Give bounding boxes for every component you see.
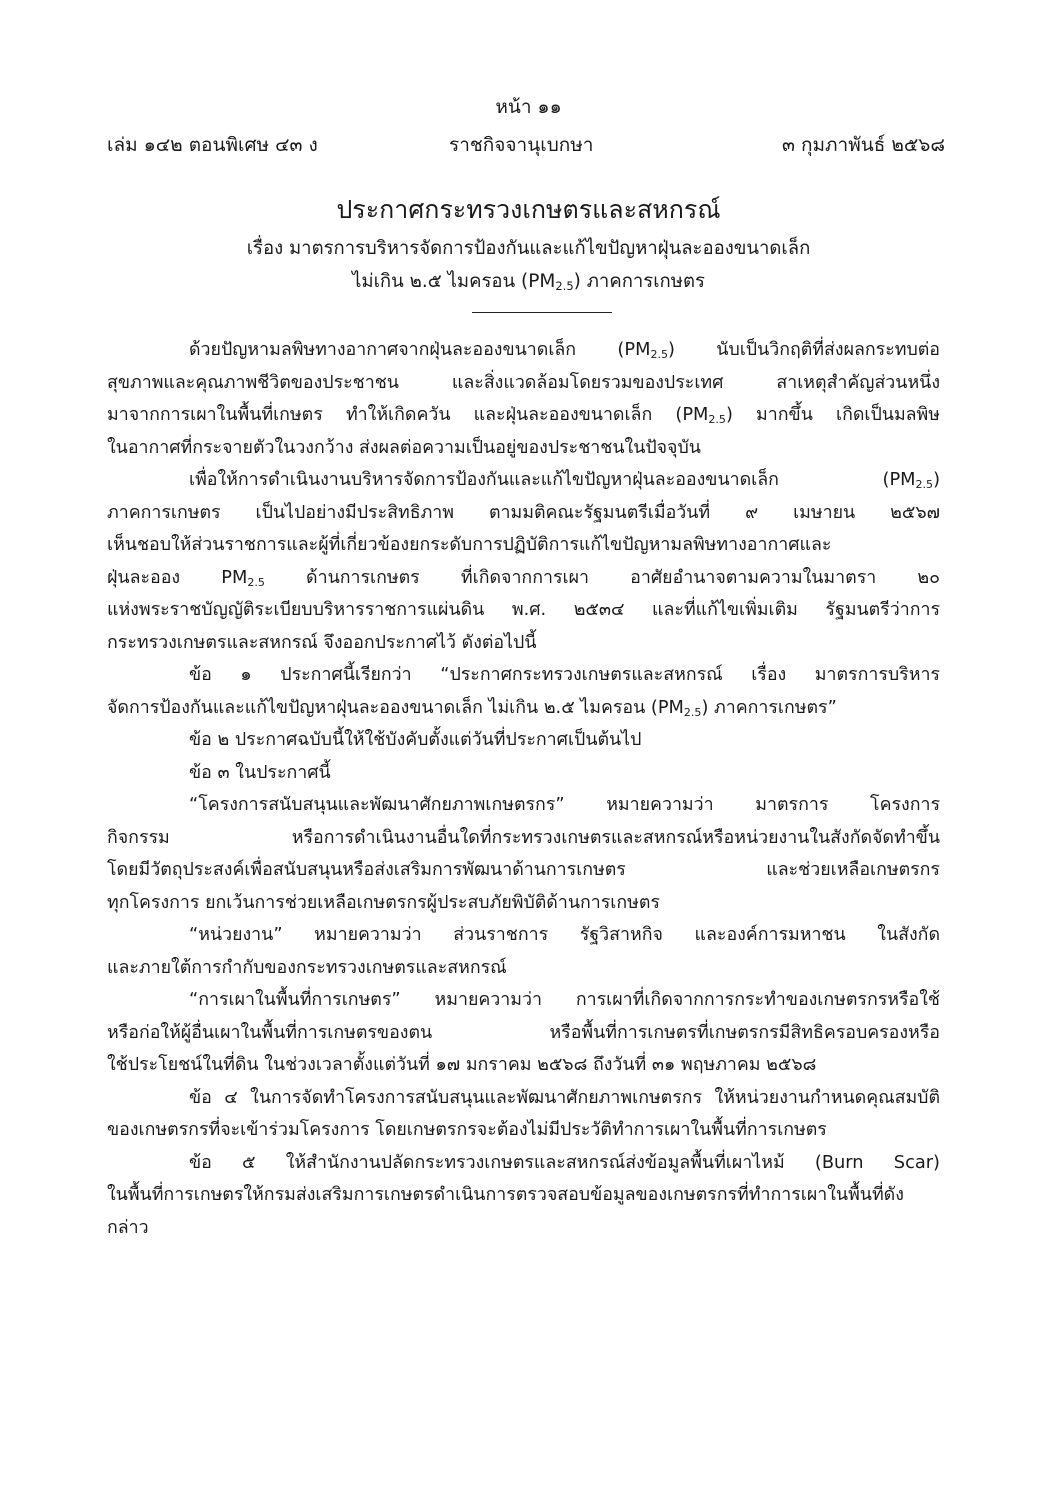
body-line <box>107 1147 940 1180</box>
line-text: เห็นชอบให้ส่วนราชการและผู้ที่เกี่ยวข้องยกระดับการปฏิบัติการแก้ไขปัญหามลพิษทางอากาศและ <box>107 534 832 555</box>
subject-line-1: เรื่อง มาตรการบริหารจัดการป้องกันและแก้ไขปัญหาฝุ่นละอองขนาดเล็ก <box>246 238 811 259</box>
body-line <box>107 887 940 920</box>
body-line <box>107 854 940 887</box>
line-text: ข้อ ๑ ประกาศนี้เรียกว่า “ประกาศกระทรวงเกษตรและสหกรณ์ เรื่อง มาตรการบริหาร <box>189 664 940 685</box>
pm-subscript: 2.5 <box>708 412 726 426</box>
body-line <box>107 724 940 757</box>
body-line <box>107 399 940 432</box>
line-text: ในอากาศที่กระจายตัวในวงกว้าง ส่งผลต่อความเป็นอยู่ของประชาชนในปัจจุบัน <box>107 436 701 458</box>
title-divider <box>472 312 612 313</box>
volume-issue: เล่ม ๑๔๒ ตอนพิเศษ ๔๓ ง <box>107 134 318 156</box>
pm-subscript: 2.5 <box>247 575 265 589</box>
body-line <box>107 627 940 660</box>
page-number: หน้า ๑๑ <box>495 96 562 118</box>
pm-subscript: 2.5 <box>683 705 702 719</box>
line-text: ข้อ ๒ ประกาศฉบับนี้ให้ใช้บังคับตั้งแต่วันที่ประกาศเป็นต้นไป <box>189 729 642 750</box>
line-text: ) มากขึ้น เกิดเป็นมลพิษ <box>725 404 940 425</box>
line-text: โดยมีวัตถุประสงค์เพื่อสนับสนุนหรือส่งเสริมการพัฒนาด้านการเกษตร และช่วยเหลือเกษตรกร <box>107 859 940 880</box>
gazette-name: ราชกิจจานุเบกษา <box>449 134 594 156</box>
body-line <box>107 692 940 725</box>
body-line <box>107 464 940 497</box>
publication-date: ๓ กุมภาพันธ์ ๒๕๖๘ <box>781 134 945 156</box>
line-text: จัดการป้องกันและแก้ไขปัญหาฝุ่นละอองขนาดเล็ก ไม่เกิน ๒.๕ ไมครอน (PM <box>107 696 684 718</box>
line-text: ด้านการเกษตร ที่เกิดจากการเผา อาศัยอำนาจตามความในมาตรา ๒๐ <box>264 566 940 588</box>
line-text: “การเผาในพื้นที่การเกษตร” หมายความว่า การเผาที่เกิดจากการกระทำของเกษตรกรหรือใช้ <box>189 989 940 1010</box>
subject-subscript: 2.5 <box>555 278 574 293</box>
body-line <box>107 757 940 790</box>
line-text: มาจากการเผาในพื้นที่เกษตร ทำให้เกิดควัน และฝุ่นละอองขนาดเล็ก (PM <box>107 404 709 425</box>
body-line <box>107 562 940 595</box>
pm-subscript: 2.5 <box>915 477 934 491</box>
line-text: “หน่วยงาน” หมายความว่า ส่วนราชการ รัฐวิสาหกิจ และองค์การมหาชน ในสังกัด <box>189 924 940 945</box>
announcement-body <box>107 334 940 1244</box>
body-line <box>107 1179 940 1244</box>
announcement-title: ประกาศกระทรวงเกษตรและสหกรณ์ <box>336 195 721 224</box>
subject-line-2 <box>0 265 1057 298</box>
body-line <box>107 334 940 367</box>
body-line <box>107 497 940 530</box>
body-line <box>107 367 940 400</box>
line-text: ของเกษตรกรที่จะเข้าร่วมโครงการ โดยเกษตรกรจะต้องไม่มีประวัติทำการเผาในพื้นที่การเกษตร <box>107 1119 827 1140</box>
line-text: เพื่อให้การดำเนินงานบริหารจัดการป้องกันและแก้ไขปัญหาฝุ่นละอองขนาดเล็ก (PM <box>189 469 916 490</box>
line-text: ) นับเป็นวิกฤติที่ส่งผลกระทบต่อ <box>667 339 940 360</box>
pm-subscript: 2.5 <box>650 347 668 361</box>
line-text: แห่งพระราชบัญญัติระเบียบบริหารราชการแผ่นดิน พ.ศ. ๒๕๓๔ และที่แก้ไขเพิ่มเติม รัฐมนตรีว่าการ <box>107 599 940 620</box>
subject-text: ไม่เกิน ๒.๕ ไมครอน (PM <box>352 271 556 292</box>
body-line <box>107 1049 940 1082</box>
line-text: ใช้ประโยชน์ในที่ดิน ในช่วงเวลาตั้งแต่วันที่ ๑๗ มกราคม ๒๕๖๘ ถึงวันที่ ๓๑ พฤษภาคม ๒๕๖๘ <box>107 1054 817 1075</box>
body-line <box>107 1114 940 1147</box>
line-text: ข้อ ๓ ในประกาศนี้ <box>189 761 331 783</box>
body-line <box>107 529 940 562</box>
line-text: ด้วยปัญหามลพิษทางอากาศจากฝุ่นละอองขนาดเล็ก (PM <box>189 339 651 360</box>
line-text: และภายใต้การกำกับของกระทรวงเกษตรและสหกรณ์ <box>107 956 507 978</box>
line-text: ภาคการเกษตร เป็นไปอย่างมีประสิทธิภาพ ตามมติคณะรัฐมนตรีเมื่อวันที่ ๙ เมษายน ๒๕๖๗ <box>107 501 940 523</box>
line-text: กิจกรรม หรือการดำเนินงานอื่นใดที่กระทรวงเกษตรและสหกรณ์หรือหน่วยงานในสังกัดจัดทำขึ้น <box>107 826 940 848</box>
line-text: ข้อ ๕ ให้สำนักงานปลัดกระทรวงเกษตรและสหกรณ์ส่งข้อมูลพื้นที่เผาไหม้ (Burn Scar) <box>189 1151 940 1173</box>
line-text: กระทรวงเกษตรและสหกรณ์ จึงออกประกาศไว้ ดังต่อไปนี้ <box>107 631 537 653</box>
line-text: ในพื้นที่การเกษตรให้กรมส่งเสริมการเกษตรดำเนินการตรวจสอบข้อมูลของเกษตรกรที่ทำการเผาในพื้นที่ดังกล่าว <box>107 1184 904 1238</box>
line-text: ) <box>933 469 940 490</box>
body-line <box>107 822 940 855</box>
body-line <box>107 919 940 952</box>
line-text: ฝุ่นละออง PM <box>107 566 248 588</box>
body-line <box>107 1082 940 1115</box>
body-line <box>107 984 940 1017</box>
line-text: “โครงการสนับสนุนและพัฒนาศักยภาพเกษตรกร” หมายความว่า มาตรการ โครงการ <box>189 794 940 815</box>
body-line <box>107 789 940 822</box>
line-text: หรือก่อให้ผู้อื่นเผาในพื้นที่การเกษตรของตน หรือพื้นที่การเกษตรที่เกษตรกรมีสิทธิครอบครองหรือ <box>107 1021 940 1043</box>
announcement-subject <box>0 232 1057 298</box>
line-text: ข้อ ๔ ในการจัดทำโครงการสนับสนุนและพัฒนาศักยภาพเกษตรกร ให้หน่วยงานกำหนดคุณสมบัติ <box>189 1086 940 1108</box>
body-line <box>107 1017 940 1050</box>
body-line <box>107 594 940 627</box>
line-text: สุขภาพและคุณภาพชีวิตของประชาชน และสิ่งแวดล้อมโดยรวมของประเทศ สาเหตุสำคัญส่วนหนึ่ง <box>107 371 940 393</box>
body-line <box>107 659 940 692</box>
line-text: ทุกโครงการ ยกเว้นการช่วยเหลือเกษตรกรผู้ประสบภัยพิบัติด้านการเกษตร <box>107 891 660 913</box>
body-line <box>107 952 940 985</box>
subject-text-end: ) ภาคการเกษตร <box>573 271 705 292</box>
line-text: ) ภาคการเกษตร” <box>701 696 837 718</box>
body-line <box>107 432 940 465</box>
